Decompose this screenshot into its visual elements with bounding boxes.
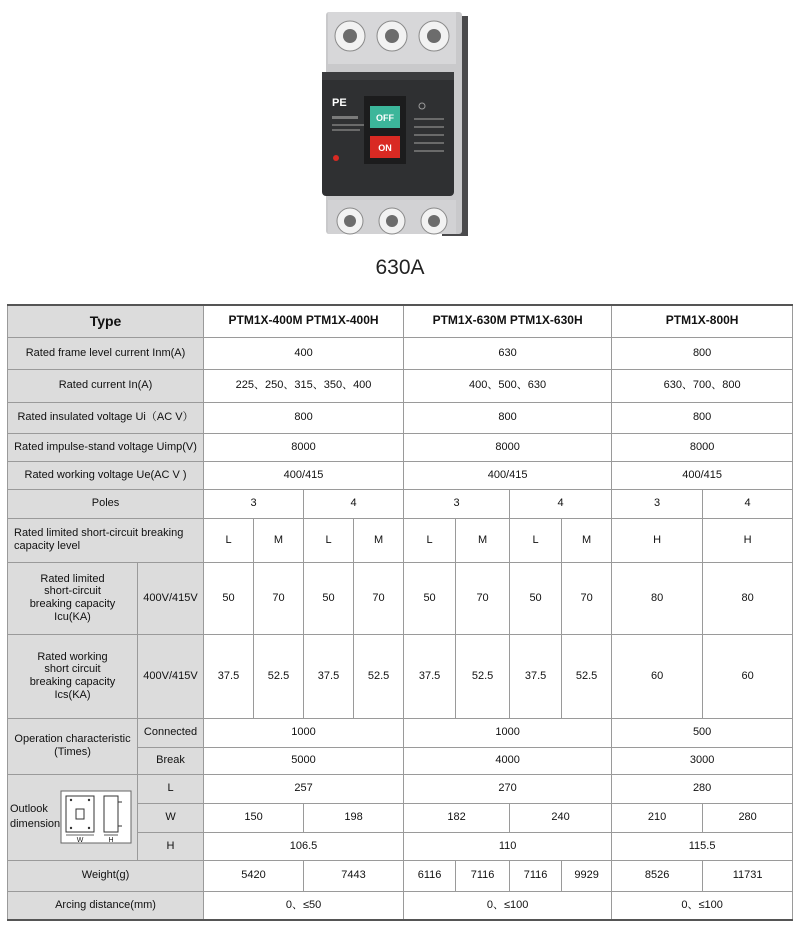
- row-label: Rated limited short-circuit breaking capacity level: [8, 518, 204, 562]
- voltage-label: 400V/415V: [138, 562, 204, 634]
- table-cell: 800: [204, 402, 404, 433]
- table-row: [8, 562, 793, 634]
- table-cell: L: [304, 518, 354, 562]
- table-cell: 115.5: [612, 832, 793, 860]
- table-cell: 800: [612, 402, 793, 433]
- brand-mark: PE: [332, 97, 347, 109]
- outlook-label: Outlook dimension: [10, 803, 61, 830]
- table-cell: 400: [204, 337, 404, 369]
- dimension-diagram-icon: [60, 790, 132, 844]
- svg-text:ON: ON: [378, 143, 392, 153]
- table-row: [8, 461, 793, 489]
- circuit-breaker-photo: [322, 8, 470, 238]
- table-cell: 7116: [510, 860, 562, 891]
- row-label: Arcing distance(mm): [8, 891, 204, 920]
- svg-text:OFF: OFF: [376, 113, 394, 123]
- row-label: Rated impulse-stand voltage Uimp(V): [8, 433, 204, 461]
- row-label: [8, 634, 138, 718]
- ics-label: Rated working short circuit breaking capacity Ics(KA): [29, 650, 116, 701]
- table-cell: 0、≤100: [612, 891, 793, 920]
- table-cell: 800: [404, 402, 612, 433]
- table-cell: 8526: [612, 860, 703, 891]
- table-cell: 5000: [204, 747, 404, 774]
- table-row: [8, 774, 793, 803]
- top-terminals: [335, 21, 449, 51]
- model-630: PTM1X-630M PTM1X-630H: [404, 305, 612, 337]
- table-cell: 7116: [456, 860, 510, 891]
- model-800: PTM1X-800H: [612, 305, 793, 337]
- table-cell: 1000: [404, 718, 612, 747]
- table-cell: 3000: [612, 747, 793, 774]
- outlook-cell: [8, 790, 137, 844]
- table-cell: 240: [510, 803, 612, 832]
- table-cell: 70: [354, 562, 404, 634]
- table-row: [8, 369, 793, 402]
- table-cell: 60: [703, 634, 793, 718]
- table-cell: 52.5: [562, 634, 612, 718]
- sub-label: H: [138, 832, 204, 860]
- table-cell: M: [562, 518, 612, 562]
- table-cell: 60: [612, 634, 703, 718]
- table-cell: 70: [254, 562, 304, 634]
- table-cell: 210: [612, 803, 703, 832]
- table-cell: 1000: [204, 718, 404, 747]
- table-cell: 50: [404, 562, 456, 634]
- table-cell: H: [612, 518, 703, 562]
- row-label: Weight(g): [8, 860, 204, 891]
- table-row: [8, 433, 793, 461]
- table-cell: 198: [304, 803, 404, 832]
- row-label: Poles: [8, 489, 204, 518]
- table-cell: 3: [204, 489, 304, 518]
- table-row: [8, 860, 793, 891]
- table-cell: 280: [703, 803, 793, 832]
- table-row: [8, 489, 793, 518]
- table-cell: 80: [703, 562, 793, 634]
- table-cell: 5420: [204, 860, 304, 891]
- table-cell: 630、700、800: [612, 369, 793, 402]
- svg-text:H: H: [108, 837, 114, 844]
- svg-text:W: W: [76, 837, 84, 844]
- table-cell: M: [254, 518, 304, 562]
- table-cell: 800: [612, 337, 793, 369]
- table-cell: 52.5: [254, 634, 304, 718]
- table-cell: 4: [304, 489, 404, 518]
- table-row: [8, 891, 793, 920]
- table-row: [8, 402, 793, 433]
- table-cell: M: [354, 518, 404, 562]
- product-caption: 630A: [375, 256, 425, 279]
- table-cell: 37.5: [404, 634, 456, 718]
- table-cell: 9929: [562, 860, 612, 891]
- table-cell: 11731: [703, 860, 793, 891]
- table-cell: 70: [562, 562, 612, 634]
- voltage-label: 400V/415V: [138, 634, 204, 718]
- table-row: [8, 518, 793, 562]
- table-cell: 106.5: [204, 832, 404, 860]
- table-cell: 257: [204, 774, 404, 803]
- table-cell: 630: [404, 337, 612, 369]
- table-cell: 0、≤100: [404, 891, 612, 920]
- table-row: [8, 718, 793, 747]
- row-label: [8, 774, 138, 860]
- table-cell: 7443: [304, 860, 404, 891]
- table-cell: 270: [404, 774, 612, 803]
- model-400: PTM1X-400M PTM1X-400H: [204, 305, 404, 337]
- table-row: [8, 634, 793, 718]
- table-cell: 4: [510, 489, 612, 518]
- table-row: [8, 305, 793, 337]
- table-cell: 400/415: [404, 461, 612, 489]
- table-cell: 8000: [204, 433, 404, 461]
- row-label: [8, 562, 138, 634]
- table-cell: 50: [510, 562, 562, 634]
- table-cell: 3: [612, 489, 703, 518]
- sub-label: Connected: [138, 718, 204, 747]
- table-cell: 8000: [612, 433, 793, 461]
- bottom-terminals: [337, 208, 447, 234]
- table-cell: 3: [404, 489, 510, 518]
- table-cell: 80: [612, 562, 703, 634]
- table-cell: 37.5: [304, 634, 354, 718]
- table-cell: L: [204, 518, 254, 562]
- table-row: [8, 337, 793, 369]
- sub-label: Break: [138, 747, 204, 774]
- table-cell: 70: [456, 562, 510, 634]
- status-lamp: [333, 155, 339, 161]
- table-cell: L: [510, 518, 562, 562]
- row-label: Rated current In(A): [8, 369, 204, 402]
- table-cell: 52.5: [456, 634, 510, 718]
- table-cell: 400、500、630: [404, 369, 612, 402]
- type-header: Type: [8, 305, 204, 337]
- table-cell: 4: [703, 489, 793, 518]
- table-cell: 225、250、315、350、400: [204, 369, 404, 402]
- table-cell: 52.5: [354, 634, 404, 718]
- sub-label: W: [138, 803, 204, 832]
- table-cell: 4000: [404, 747, 612, 774]
- table-cell: 50: [304, 562, 354, 634]
- table-cell: 280: [612, 774, 793, 803]
- table-cell: 37.5: [510, 634, 562, 718]
- row-label: Rated insulated voltage Ui（AC V）: [8, 402, 204, 433]
- operation-label: Operation characteristic (Times): [14, 733, 131, 758]
- table-cell: M: [456, 518, 510, 562]
- sub-label: L: [138, 774, 204, 803]
- table-cell: 8000: [404, 433, 612, 461]
- table-cell: 150: [204, 803, 304, 832]
- table-cell: 0、≤50: [204, 891, 404, 920]
- specification-table: [7, 304, 793, 921]
- table-cell: 50: [204, 562, 254, 634]
- icu-label: Rated limited short-circuit breaking capacity Icu(KA): [29, 572, 116, 623]
- row-label: [8, 718, 138, 774]
- table-cell: L: [404, 518, 456, 562]
- row-label: Rated frame level current Inm(A): [8, 337, 204, 369]
- table-cell: 182: [404, 803, 510, 832]
- row-label: Rated working voltage Ue(AC V ): [8, 461, 204, 489]
- table-cell: 6116: [404, 860, 456, 891]
- table-cell: 500: [612, 718, 793, 747]
- table-cell: 400/415: [612, 461, 793, 489]
- table-cell: 110: [404, 832, 612, 860]
- table-cell: 37.5: [204, 634, 254, 718]
- table-cell: 400/415: [204, 461, 404, 489]
- table-cell: H: [703, 518, 793, 562]
